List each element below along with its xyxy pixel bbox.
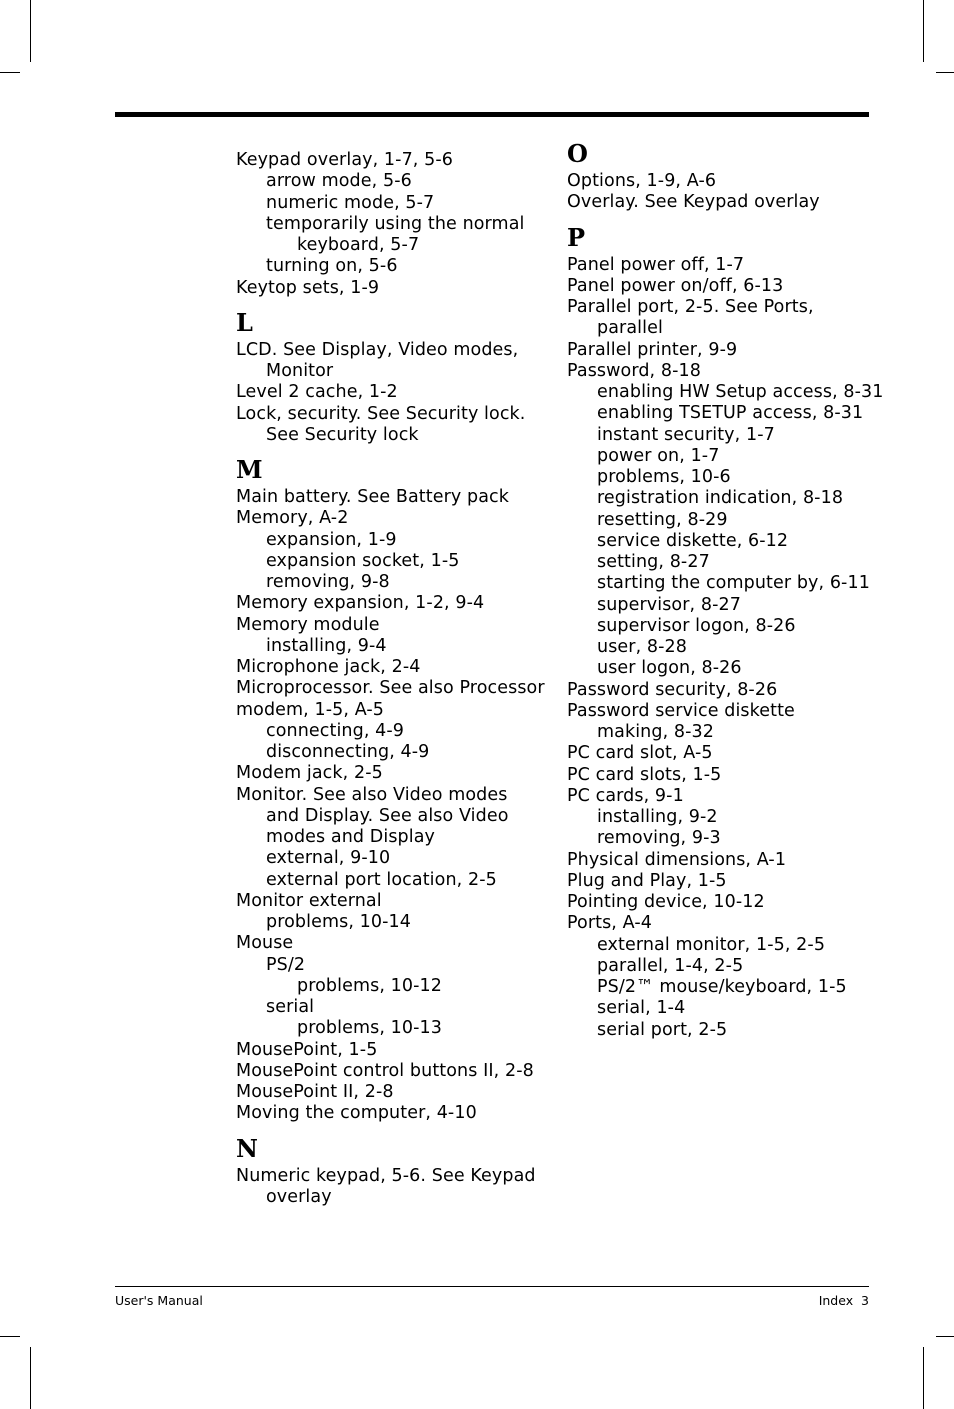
index-letter-heading: P	[567, 222, 586, 252]
index-entry: Mouse	[236, 933, 294, 954]
index-subentry: parallel, 1-4, 2-5	[597, 955, 744, 976]
crop-mark	[30, 1347, 31, 1409]
index-entry: modem, 1-5, A-5	[236, 699, 385, 720]
index-entry: Ports, A-4	[567, 913, 652, 934]
index-subentry: starting the computer by, 6-11	[597, 573, 870, 594]
index-subentry: user logon, 8-26	[597, 658, 742, 679]
index-entry: Moving the computer, 4-10	[236, 1103, 477, 1124]
crop-mark	[0, 1336, 20, 1337]
index-subentry: overlay	[266, 1186, 332, 1207]
index-entry: PC cards, 9-1	[567, 785, 684, 806]
index-subentry: serial, 1-4	[597, 998, 686, 1019]
index-entry: MousePoint, 1-5	[236, 1039, 378, 1060]
index-subentry: PS/2™ mouse/keyboard, 1-5	[597, 977, 847, 997]
index-entry: MousePoint control buttons II, 2-8	[236, 1060, 534, 1081]
index-subentry: disconnecting, 4-9	[266, 742, 430, 762]
crop-mark	[936, 72, 954, 73]
index-subentry: turning on, 5-6	[266, 256, 398, 277]
index-subentry: supervisor, 8-27	[597, 594, 741, 615]
crop-mark	[936, 1336, 954, 1337]
index-subentry: modes and Display	[266, 827, 436, 847]
index-entry: Options, 1-9, A-6	[567, 171, 717, 191]
index-subentry: arrow mode, 5-6	[266, 171, 412, 192]
index-subentry: setting, 8-27	[597, 552, 710, 572]
index-entry: Main battery. See Battery pack	[236, 487, 509, 507]
index-entry: Memory expansion, 1-2, 9-4	[236, 593, 485, 614]
index-entry: PC card slots, 1-5	[567, 764, 722, 785]
index-entry: Physical dimensions, A-1	[567, 849, 787, 870]
index-subentry: removing, 9-8	[266, 572, 390, 592]
index-letter-heading: N	[236, 1133, 258, 1163]
index-subentry: installing, 9-2	[597, 807, 718, 827]
index-subentry: and Display. See also Video	[266, 805, 509, 826]
footer-manual-title: User's Manual	[115, 1293, 203, 1308]
index-column-left	[236, 150, 546, 1208]
index-subentry: serial port, 2-5	[597, 1019, 728, 1040]
index-entry: Modem jack, 2-5	[236, 763, 383, 784]
index-subentry: user, 8-28	[597, 637, 688, 657]
index-entry: LCD. See Display, Video modes,	[236, 339, 519, 360]
index-subentry: registration indication, 8-18	[597, 488, 844, 509]
index-entry: Password service diskette	[567, 700, 795, 721]
crop-mark	[30, 0, 31, 62]
index-letter-heading: L	[236, 307, 253, 337]
index-subentry: instant security, 1-7	[597, 424, 775, 445]
index-subentry: supervisor logon, 8-26	[597, 615, 796, 636]
index-entry: Keytop sets, 1-9	[236, 277, 380, 298]
index-subentry: Monitor	[266, 361, 334, 381]
index-subentry: problems, 10-14	[266, 912, 412, 932]
index-entry: PC card slot, A-5	[567, 743, 713, 764]
index-entry: Parallel port, 2-5. See Ports,	[567, 297, 814, 317]
index-subentry: temporarily using the normal	[266, 213, 525, 234]
index-entry: Overlay. See Keypad overlay	[567, 192, 820, 213]
index-subentry: problems, 10-13	[297, 1018, 443, 1039]
index-subentry: problems, 10-6	[597, 467, 731, 487]
index-entry: Keypad overlay, 1-7, 5-6	[236, 150, 454, 170]
crop-mark	[923, 0, 924, 62]
index-entry: Password security, 8-26	[567, 679, 778, 700]
index-subentry: external monitor, 1-5, 2-5	[597, 934, 826, 955]
index-entry: Monitor external	[236, 890, 382, 911]
index-entry: Panel power on/off, 6-13	[567, 275, 784, 296]
index-subentry: keyboard, 5-7	[297, 235, 420, 255]
index-subentry: external port location, 2-5	[266, 869, 497, 890]
index-subentry: See Security lock	[266, 424, 419, 445]
index-subentry: enabling HW Setup access, 8-31	[597, 382, 884, 402]
index-subentry: making, 8-32	[597, 722, 715, 742]
index-subentry: expansion socket, 1-5	[266, 550, 460, 571]
index-entry: Memory module	[236, 614, 380, 635]
index-entry: MousePoint II, 2-8	[236, 1082, 394, 1102]
index-subentry: expansion, 1-9	[266, 529, 397, 550]
index-subentry: power on, 1-7	[597, 445, 720, 466]
header-rule	[115, 112, 869, 117]
footer-rule	[115, 1286, 869, 1287]
index-entry: Parallel printer, 9-9	[567, 339, 738, 360]
index-entry: Monitor. See also Video modes	[236, 784, 508, 805]
index-entry: Plug and Play, 1-5	[567, 870, 727, 891]
index-subentry: PS/2	[266, 954, 306, 975]
index-entry: Microprocessor. See also Processor	[236, 678, 545, 699]
index-entry: Pointing device, 10-12	[567, 892, 765, 912]
index-entry: Memory, A-2	[236, 508, 349, 529]
index-subentry: problems, 10-12	[297, 975, 443, 996]
index-subentry: numeric mode, 5-7	[266, 192, 435, 213]
footer-page-number: Index 3	[818, 1293, 869, 1308]
index-subentry: connecting, 4-9	[266, 720, 405, 741]
index-subentry: serial	[266, 997, 315, 1017]
crop-mark	[923, 1347, 924, 1409]
index-entry: Microphone jack, 2-4	[236, 657, 421, 677]
index-subentry: removing, 9-3	[597, 828, 721, 849]
index-subentry: parallel	[597, 318, 663, 339]
index-subentry: installing, 9-4	[266, 635, 387, 656]
index-entry: Level 2 cache, 1-2	[236, 382, 398, 403]
index-column-right	[567, 139, 897, 1041]
index-subentry: external, 9-10	[266, 848, 391, 869]
index-entry: Lock, security. See Security lock.	[236, 403, 526, 424]
index-letter-heading: M	[236, 455, 263, 484]
index-subentry: enabling TSETUP access, 8-31	[597, 403, 864, 424]
index-entry: Password, 8-18	[567, 360, 701, 381]
index-entry: Numeric keypad, 5-6. See Keypad	[236, 1165, 536, 1186]
crop-mark	[0, 72, 20, 73]
index-subentry: service diskette, 6-12	[597, 530, 789, 551]
index-subentry: resetting, 8-29	[597, 509, 728, 530]
index-letter-heading: O	[567, 139, 588, 168]
index-entry: Panel power off, 1-7	[567, 254, 745, 275]
